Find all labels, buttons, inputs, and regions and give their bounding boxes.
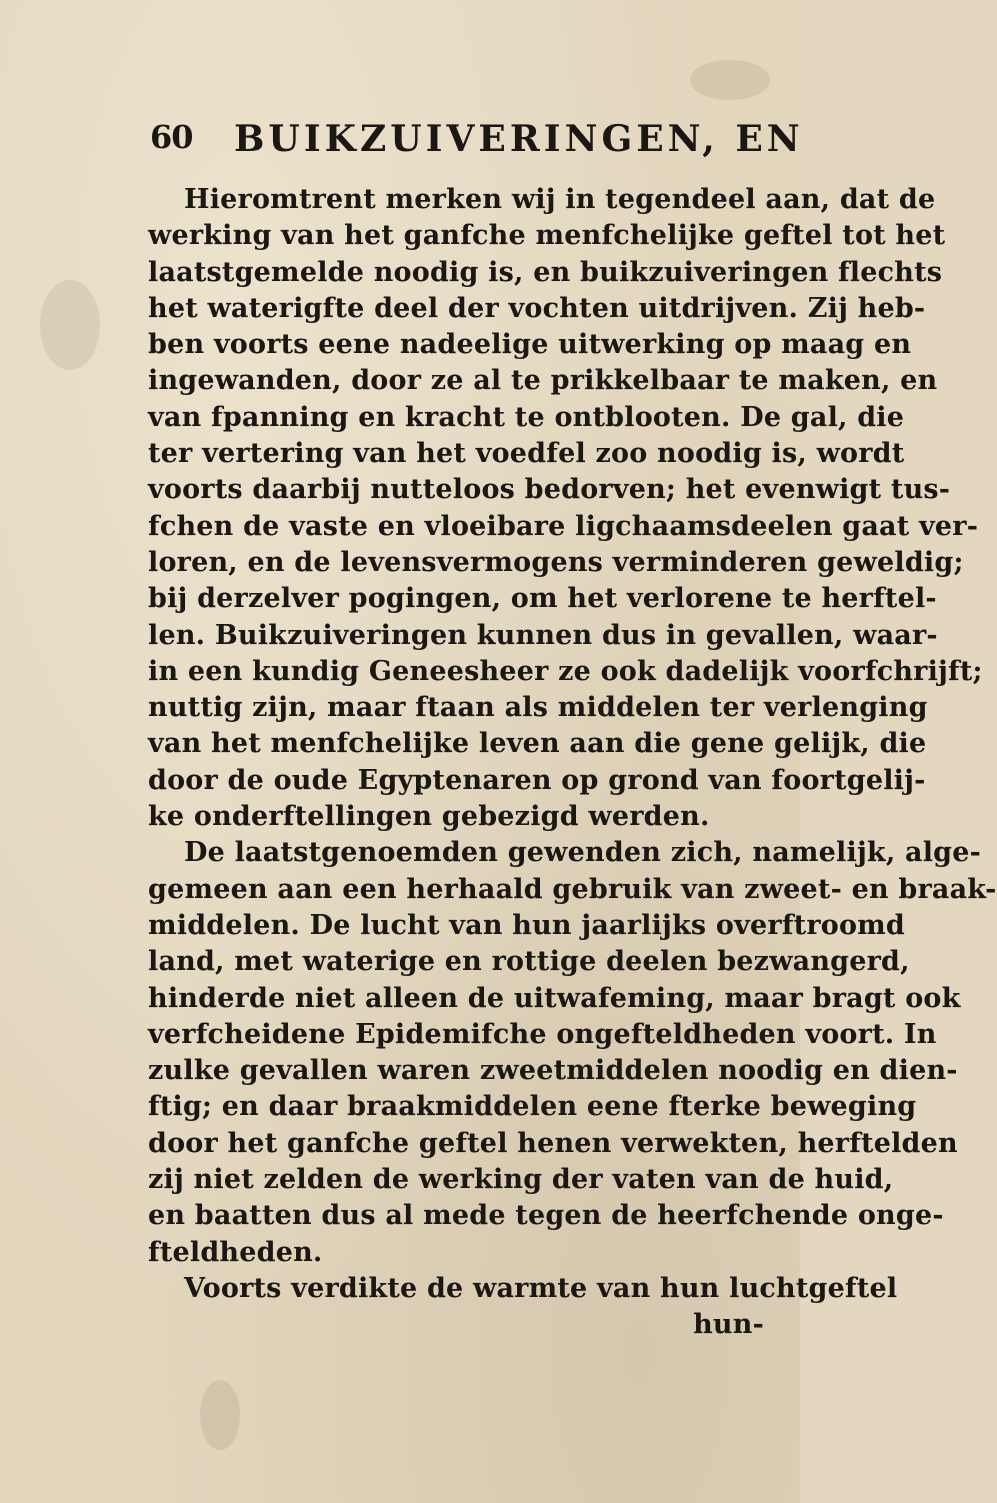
paper-stain	[200, 1380, 240, 1450]
text-line: fchen de vaste en vloeibare ligchaamsdeelen gaat ver-	[148, 510, 979, 542]
text-line: door de oude Egyptenaren op grond van foortgelij-	[148, 764, 926, 796]
paragraph	[148, 835, 997, 1271]
text-line: en baatten dus al mede tegen de heerfchende onge-	[148, 1200, 944, 1232]
text-line: bij derzelver pogingen, om het verlorene te herftel-	[148, 583, 937, 615]
paper-stain	[40, 280, 100, 370]
text-line: voorts daarbij nutteloos bedorven; het evenwigt tus-	[148, 474, 951, 506]
text-line: gemeen aan een herhaald gebruik van zweet- en braak-	[148, 873, 997, 905]
body-text	[148, 182, 997, 1344]
page-number: 60	[150, 118, 193, 156]
text-line: ben voorts eene nadeelige uitwerking op maag en	[148, 329, 912, 361]
text-line: hinderde niet alleen de uitwafeming, maar bragt ook	[148, 982, 961, 1014]
text-line: zij niet zelden de werking der vaten van de huid,	[148, 1164, 894, 1196]
text-line: ingewanden, door ze al te prikkelbaar te maken, en	[148, 365, 938, 397]
text-line: ke onderftellingen gebezigd werden.	[148, 801, 710, 833]
text-line: middelen. De lucht van hun jaarlijks overftroomd	[148, 909, 906, 941]
text-line: Voorts verdikte de warmte van hun luchtgeftel	[184, 1272, 898, 1304]
text-line: het waterigfte deel der vochten uitdrijven. Zij heb-	[148, 292, 926, 324]
catchword: hun-	[693, 1309, 764, 1341]
text-line: ter vertering van het voedfel zoo noodig is, wordt	[148, 438, 905, 470]
text-line: werking van het ganfche menfchelijke geftel tot het	[148, 220, 946, 252]
running-title: BUIKZUIVERINGEN, EN	[234, 118, 804, 160]
text-line: van het menfchelijke leven aan die gene gelijk, die	[148, 728, 927, 760]
text-line: van fpanning en kracht te ontblooten. De gal, die	[148, 401, 905, 433]
text-line: nuttig zijn, maar ftaan als middelen ter verlenging	[148, 692, 928, 724]
text-line: land, met waterige en rottige deelen bezwangerd,	[148, 946, 910, 978]
text-line: De laatstgenoemden gewenden zich, namelijk, alge-	[184, 837, 982, 869]
text-line: ftig; en daar braakmiddelen eene fterke beweging	[148, 1091, 917, 1123]
text-line: fteldheden.	[148, 1236, 323, 1268]
text-line: zulke gevallen waren zweetmiddelen noodig en dien-	[148, 1055, 958, 1087]
text-line: door het ganfche geftel henen verwekten, herftelden	[148, 1127, 958, 1159]
text-line: loren, en de levensvermogens verminderen geweldig;	[148, 546, 964, 578]
text-line: in een kundig Geneesheer ze ook dadelijk voorfchrijft;	[148, 655, 983, 687]
text-line: verfcheidene Epidemifche ongefteldheden voort. In	[148, 1018, 937, 1050]
text-line: len. Buikzuiveringen kunnen dus in gevallen, waar-	[148, 619, 938, 651]
paragraph	[148, 1271, 898, 1307]
paragraph	[148, 182, 983, 835]
text-line: laatstgemelde noodig is, en buikzuiveringen flechts	[148, 256, 943, 288]
page-header	[150, 118, 804, 174]
text-line: Hieromtrent merken wij in tegendeel aan, dat de	[184, 184, 936, 215]
paper-stain	[690, 60, 770, 100]
